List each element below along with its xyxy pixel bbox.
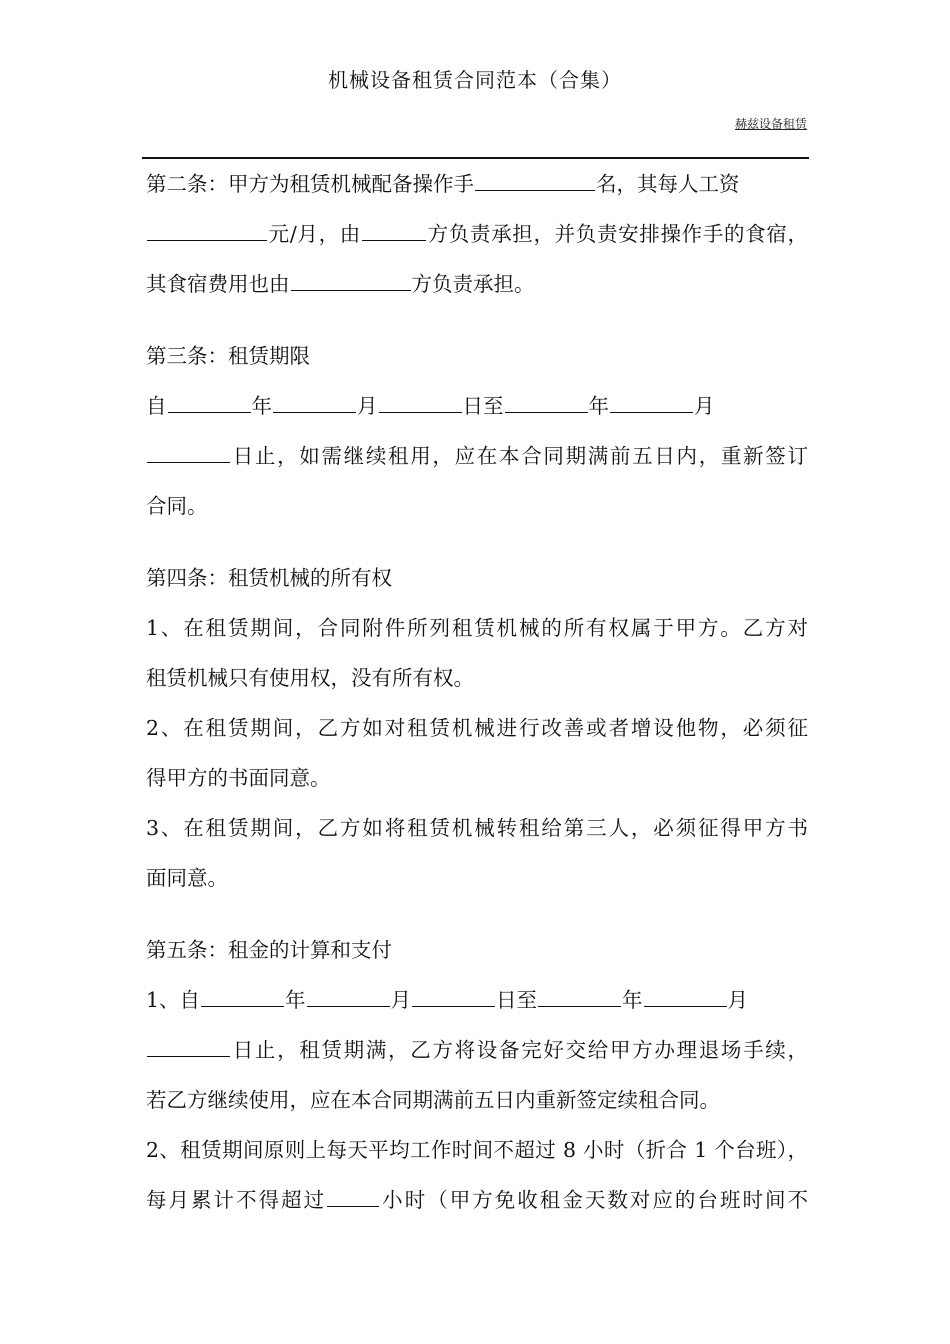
blank-wage[interactable] [147,219,267,241]
article2-line1 [146,166,808,216]
blank-month[interactable] [273,391,356,413]
document-body [146,166,808,1232]
blank-day[interactable] [379,391,462,413]
text: 年 [251,394,272,418]
text: 日止，如需继续租用，应在本合同期满前五日内，重新签订 [231,444,808,468]
text: 方负责承担。 [411,272,535,296]
text: 方负责承担，并负责安排操作手的食宿， [426,222,808,246]
text: 月 [390,988,412,1012]
text: 元/月，由 [268,222,361,246]
article2-line3 [146,266,808,316]
article4-line: 面同意。 [146,866,228,890]
article4-heading: 第四条：租赁机械的所有权 [146,566,392,590]
article4-line: 3、在租赁期间，乙方如将租赁机械转租给第三人，必须征得甲方书 [146,816,808,840]
blank-party[interactable] [362,219,426,241]
article5-line2 [146,1032,808,1082]
blank-year[interactable] [505,391,588,413]
text: 日止，租赁期满，乙方将设备完好交给甲方办理退场手续， [231,1038,808,1062]
text: 1、自 [146,988,201,1012]
blank-day[interactable] [412,985,495,1007]
text: 月 [694,394,715,418]
blank-day[interactable] [147,441,230,463]
blank-hours[interactable] [327,1185,379,1207]
blank-month[interactable] [307,985,390,1007]
text: 名，其每人工资 [596,172,740,196]
article2-line2 [146,216,808,266]
header-divider [142,157,809,159]
article5-line4: 2、租赁期间原则上每天平均工作时间不超过 8 小时（折合 1 个台班）， [146,1138,808,1162]
header-company-link[interactable]: 赫兹设备租赁 [734,117,807,131]
text: 月 [727,988,749,1012]
article3-line1 [146,388,808,438]
article3-heading: 第三条：租赁期限 [146,344,310,368]
text: 日至 [496,988,538,1012]
blank-year[interactable] [538,985,621,1007]
text: 月 [357,394,378,418]
text: 每月累计不得超过 [146,1188,327,1212]
article4-line: 租赁机械只有使用权，没有所有权。 [146,666,474,690]
article5-line3: 若乙方继续使用，应在本合同期满前五日内重新签定续租合同。 [146,1088,720,1112]
article4-line: 得甲方的书面同意。 [146,766,331,790]
article5-heading: 第五条：租金的计算和支付 [146,938,392,962]
article4-line: 1、在租赁期间，合同附件所列租赁机械的所有权属于甲方。乙方对 [146,616,808,640]
text: 自 [146,394,167,418]
article5-line5 [146,1182,808,1232]
blank-party[interactable] [291,269,411,291]
text: 年 [622,988,643,1012]
blank-month[interactable] [610,391,693,413]
blank-month[interactable] [644,985,727,1007]
blank-year[interactable] [168,391,251,413]
blank-day[interactable] [147,1035,230,1057]
text: 小时（甲方免收租金天数对应的台班时间不 [380,1188,809,1212]
article4-line: 2、在租赁期间，乙方如对租赁机械进行改善或者增设他物，必须征 [146,716,808,740]
blank-operator-count[interactable] [475,169,595,191]
text: 年 [588,394,609,418]
blank-year[interactable] [201,985,284,1007]
text: 日至 [462,394,504,418]
article3-line2 [146,438,808,488]
document-title: 机械设备租赁合同范本（合集） [328,68,622,92]
article5-line1 [146,982,808,1032]
text: 其食宿费用也由 [146,272,290,296]
text: 年 [285,988,306,1012]
article3-line3: 合同。 [146,494,208,518]
text: 第二条：甲方为租赁机械配备操作手 [146,172,474,196]
